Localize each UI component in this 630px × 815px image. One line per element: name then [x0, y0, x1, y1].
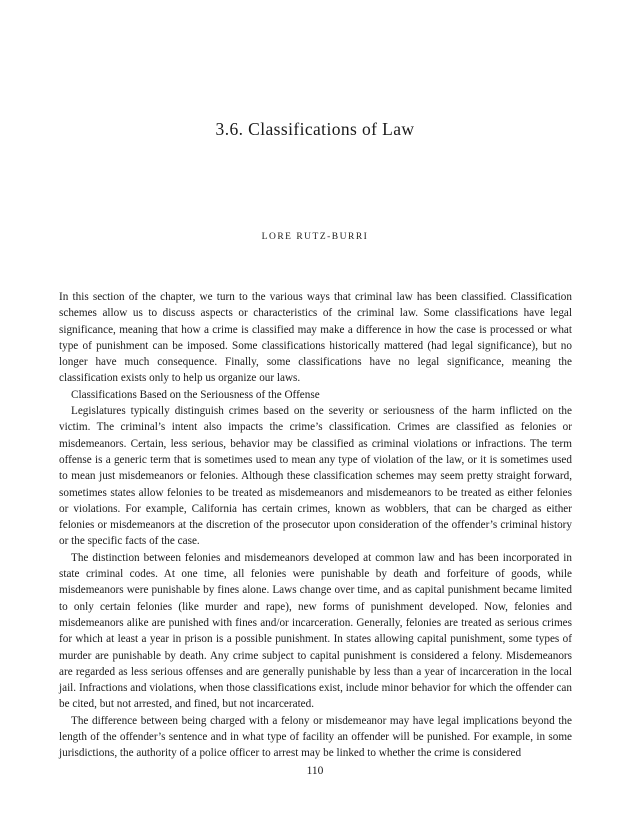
intro-paragraph: In this section of the chapter, we turn to the various ways that criminal law has been classified. Classification schemes allow us to discuss aspects or characteristics of the criminal law. Some classifications have legal significance, meaning that how a crime is classified may make a difference in how the case is processed or what type of punishment can be imposed. Some classifications historically mattered (had legal significance), but no longer have much consequence. Finally, some classifications have no legal significance, meaning the classification exists only to help us organize our laws. — [59, 291, 572, 385]
author-name: LORE RUTZ-BURRI — [261, 232, 369, 242]
section-subheading: Classifications Based on the Seriousness of the Offense — [71, 388, 320, 401]
paragraph: The distinction between felonies and misdemeanors developed at common law and has been incorporated in state criminal codes. At one time, all felonies were punishable by death and forfeiture of goods, while misdemeanors were punishable by fines alone. Laws change over time, and as capital punishment became limited to only certain felonies (like murder and rape), new forms of punishment developed. Now, felonies and misdemeanors alike are punished with fines and/or incarceration. Generally, felonies are treated as serious crimes for which at least a year in prison is a possible punishment. In states allowing capital punishment, some types of murder are punishable by death. Any crime subject to capital punishment is considered a felony. Misdemeanors are regarded as less serious offenses and are generally punishable by less than a year of incarceration in the local jail. Infractions and violations, when those classifications exist, include minor behavior for which the offender can be cited, but not arrested, and fined, but not incarcerated. — [59, 551, 572, 711]
chapter-title: 3.6. Classifications of Law — [215, 119, 415, 139]
paragraph: Legislatures typically distinguish crimes based on the severity or seriousness of the harm inflicted on the victim. The criminal’s intent also impacts the crime’s classification. Crimes are classified as felonies or misdemeanors. Certain, less serious, behavior may be classified as criminal violations or infractions. The term offense is a generic term that is sometimes used to mean any type of violation of the law, or it is sometimes used to mean just misdemeanors or felonies. Although these classification schemes may seem pretty straight forward, sometimes states allow felonies to be treated as misdemeanors and misdemeanors to be treated as either felonies or violations. For example, California has certain crimes, known as wobblers, that can be charged as either felonies or misdemeanors at the discretion of the prosecutor upon consideration of the offender’s criminal history or the specific facts of the case. — [59, 405, 572, 548]
body-text — [59, 289, 572, 762]
paragraph: The difference between being charged with a felony or misdemeanor may have legal implications beyond the length of the offender’s sentence and in what type of facility an offender will be punished. For example, in some jurisdictions, the authority of a police officer to arrest may be linked to whether the crime is considered — [59, 714, 572, 760]
page-number: 110 — [306, 765, 324, 777]
